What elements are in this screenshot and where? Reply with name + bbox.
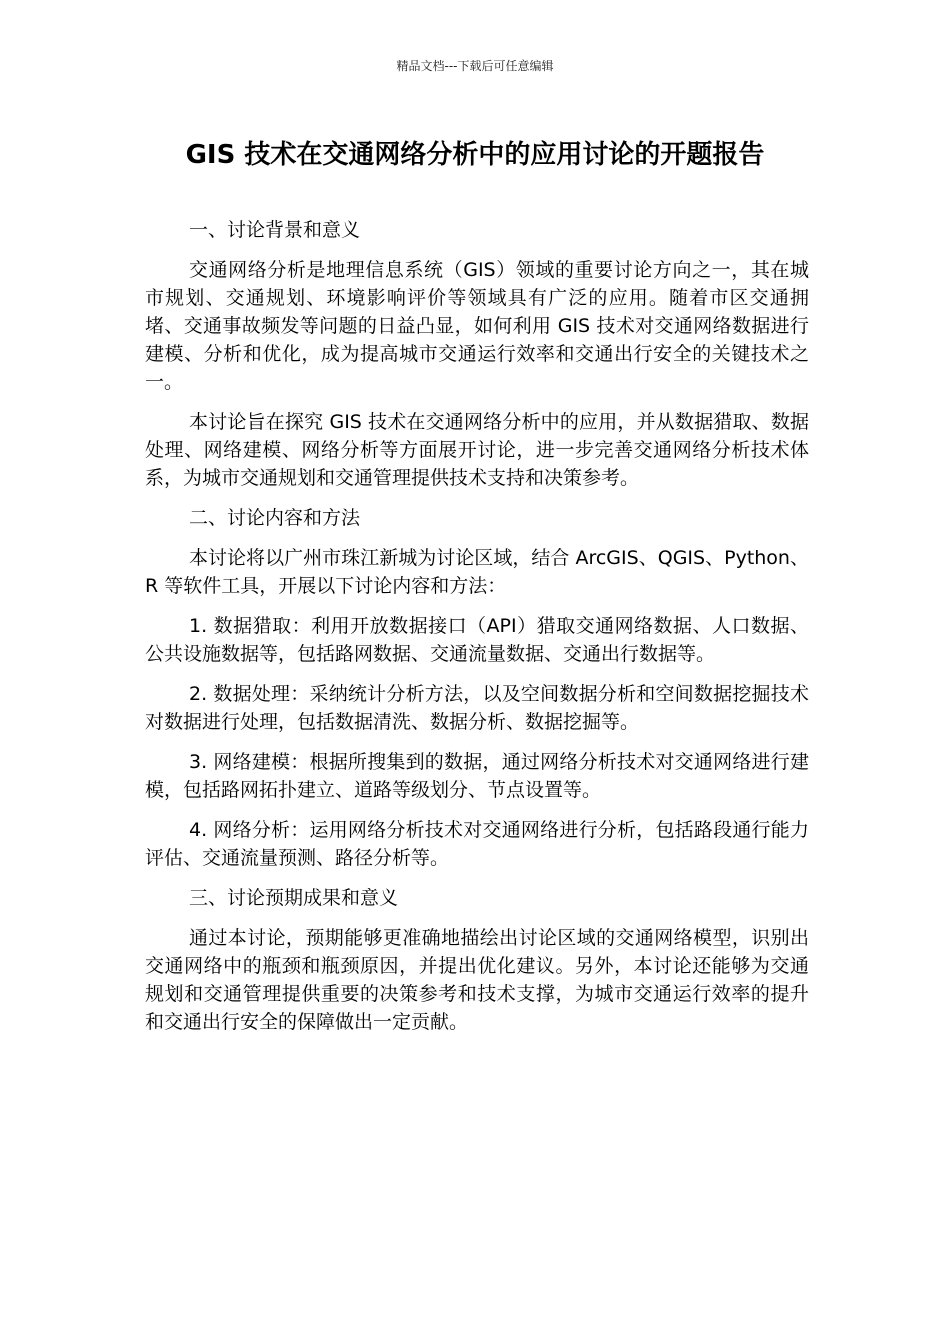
header-note: 精品文档---下载后可任意编辑	[396, 59, 554, 73]
paragraph-background: 交通网络分析是地理信息系统（GIS）领域的重要讨论方向之一，其在城市规划、交通规划、环境影响评价等领域具有广泛的应用。随着市区交通拥堵、交通事故频发等问题的日益凸显，如何利用 GIS 技术对交通网络数据进行建模、分析和优化，成为提高城市交通运行效率和交通出行安全的关键技术之一。	[145, 259, 809, 393]
paragraph-purpose: 本讨论旨在探究 GIS 技术在交通网络分析中的应用，并从数据猎取、数据处理、网络建模、网络分析等方面展开讨论，进一步完善交通网络分析技术体系，为城市交通规划和交通管理提供技术支持和决策参考。	[145, 411, 809, 489]
document-title: GIS 技术在交通网络分析中的应用讨论的开题报告	[185, 140, 765, 170]
section-heading-expected-results: 三、讨论预期成果和意义	[189, 887, 399, 909]
list-item-network-analysis: 4. 网络分析：运用网络分析技术对交通网络进行分析，包括路段通行能力评估、交通流量预测、路径分析等。	[145, 819, 809, 869]
list-item-data-acquisition: 1. 数据猎取：利用开放数据接口（API）猎取交通网络数据、人口数据、公共设施数据等，包括路网数据、交通流量数据、交通出行数据等。	[145, 615, 809, 665]
section-heading-content-methods: 二、讨论内容和方法	[189, 507, 361, 529]
paragraph-expected-results: 通过本讨论，预期能够更准确地描绘出讨论区域的交通网络模型，识别出交通网络中的瓶颈和瓶颈原因，并提出优化建议。另外，本讨论还能够为交通规划和交通管理提供重要的决策参考和技术支撑，为城市交通运行效率的提升和交通出行安全的保障做出一定贡献。	[145, 927, 809, 1033]
section-heading-background: 一、讨论背景和意义	[189, 219, 361, 241]
list-item-data-processing: 2. 数据处理：采纳统计分析方法，以及空间数据分析和空间数据挖掘技术对数据进行处理，包括数据清洗、数据分析、数据挖掘等。	[145, 683, 809, 733]
paragraph-study-area: 本讨论将以广州市珠江新城为讨论区域，结合 ArcGIS、QGIS、Python、R 等软件工具，开展以下讨论内容和方法：	[145, 547, 809, 597]
document-body	[145, 216, 809, 1048]
list-item-network-modeling: 3. 网络建模：根据所搜集到的数据，通过网络分析技术对交通网络进行建模，包括路网拓扑建立、道路等级划分、节点设置等。	[145, 751, 809, 801]
